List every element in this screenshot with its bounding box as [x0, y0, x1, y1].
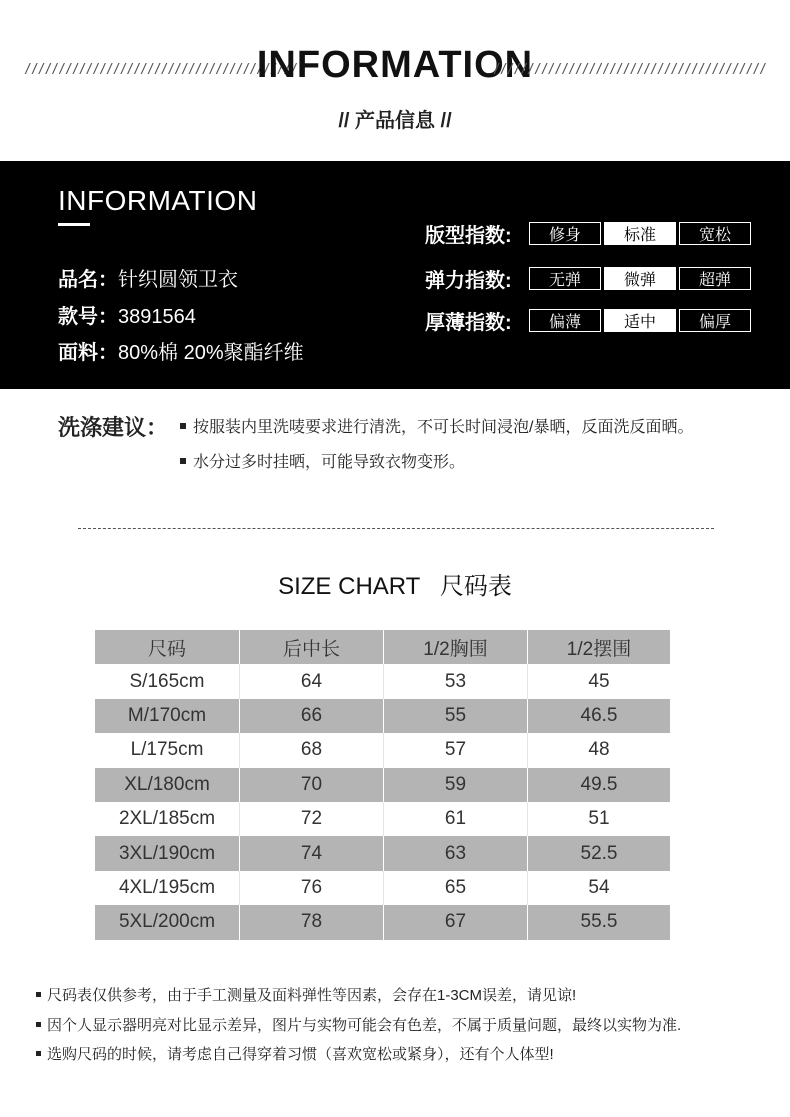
index-option: 无弹 [529, 267, 601, 290]
table-cell: 68 [239, 733, 383, 767]
table-cell: 46.5 [527, 699, 670, 733]
table-cell: 74 [239, 836, 383, 870]
table-cell: 52.5 [527, 836, 670, 870]
table-cell: 70 [239, 768, 383, 802]
column-header: 尺码 [95, 630, 239, 664]
index-row [425, 221, 754, 245]
product-name-value: 针织圆领卫衣 [118, 269, 238, 291]
table-row [95, 802, 670, 836]
note-text: 尺码表仅供参考，由于手工测量及面料弹性等因素，会存在1-3CM误差，请见谅! [47, 987, 577, 1004]
table-cell: 63 [383, 836, 527, 870]
table-cell: 57 [383, 733, 527, 767]
size-chart-title: SIZE CHART 尺码表 [278, 573, 512, 600]
wash-advice-item [180, 414, 693, 437]
table-cell: 54 [527, 871, 670, 905]
index-label: 弹力指数: [425, 269, 512, 292]
table-cell: L/175cm [130, 739, 204, 761]
product-code-label: 款号： [58, 306, 118, 328]
index-row [425, 266, 754, 290]
page-title: INFORMATION [256, 44, 534, 86]
decorative-slashes-left: //////////////////////////////////////// [24, 62, 298, 77]
index-label: 版型指数: [425, 224, 512, 247]
bullet-icon [180, 423, 186, 429]
column-header: 1/2摆围 [527, 630, 670, 664]
product-fabric-value: 80%棉 20%聚酯纤维 [118, 342, 304, 364]
product-code-line [58, 300, 196, 329]
table-row [95, 699, 670, 733]
table-cell: XL/180cm [95, 768, 239, 802]
index-option: 超弹 [679, 267, 751, 290]
column-header: 1/2胸围 [383, 630, 527, 664]
table-cell: 64 [239, 664, 383, 698]
product-info-band [0, 161, 790, 389]
table-cell: 55 [383, 699, 527, 733]
bullet-icon [36, 992, 41, 997]
size-chart-body [95, 664, 670, 939]
note-text: 因个人显示器明亮对比显示差异，图片与实物可能会有色差，不属于质量问题，最终以实物为准. [47, 1017, 682, 1034]
product-name-label: 品名： [58, 269, 118, 291]
column-header: 后中长 [239, 630, 383, 664]
table-cell: 59 [383, 768, 527, 802]
table-cell: 2XL/185cm [118, 808, 216, 830]
wash-advice-title: 洗涤建议： [58, 415, 169, 440]
table-row [95, 733, 670, 767]
table-row [95, 836, 670, 870]
index-option: 修身 [529, 222, 601, 245]
table-cell: 67 [383, 905, 527, 939]
table-cell: 4XL/195cm [118, 876, 216, 898]
table-cell: 66 [239, 699, 383, 733]
bullet-icon [180, 458, 186, 464]
note-item [36, 984, 576, 1005]
table-header-row [95, 630, 670, 664]
table-cell: 48 [527, 733, 670, 767]
product-fabric-line [58, 336, 304, 365]
table-cell: 72 [239, 802, 383, 836]
wash-advice-item [180, 449, 465, 472]
note-text: 选购尺码的时候，请考虑自己得穿着习惯（喜欢宽松或紧身），还有个人体型! [47, 1046, 554, 1063]
table-cell: 5XL/200cm [95, 905, 239, 939]
index-row [425, 308, 754, 332]
index-label: 厚薄指数: [425, 311, 512, 334]
bullet-icon [36, 1022, 41, 1027]
dashed-divider [78, 528, 714, 529]
note-item [36, 1014, 681, 1035]
size-chart-table [95, 630, 670, 940]
product-name-line [58, 263, 238, 292]
index-option: 微弹 [604, 267, 676, 290]
note-item [36, 1043, 554, 1064]
index-option: 偏厚 [679, 309, 751, 332]
info-band-title: INFORMATION [58, 185, 258, 216]
wash-advice-text: 按服装内里洗唛要求进行清洗，不可长时间浸泡/暴晒，反面洗反面晒。 [193, 419, 694, 436]
table-row [95, 905, 670, 939]
bullet-icon [36, 1051, 41, 1056]
index-option: 适中 [604, 309, 676, 332]
table-row [95, 871, 670, 905]
wash-advice-text: 水分过多时挂晒，可能导致衣物变形。 [193, 454, 466, 471]
table-cell: 45 [527, 664, 670, 698]
table-cell: 55.5 [527, 905, 670, 939]
index-option: 偏薄 [529, 309, 601, 332]
product-code-value: 3891564 [118, 306, 196, 328]
table-cell: 65 [383, 871, 527, 905]
table-cell: 51 [527, 802, 670, 836]
table-cell: M/170cm [95, 699, 239, 733]
decorative-slashes-right: //////////////////////////////////////// [492, 62, 766, 77]
table-cell: 61 [383, 802, 527, 836]
table-cell: 49.5 [527, 768, 670, 802]
index-option: 标准 [604, 222, 676, 245]
index-option: 宽松 [679, 222, 751, 245]
table-cell: 76 [239, 871, 383, 905]
table-row [95, 664, 670, 698]
page-subtitle: // 产品信息 // [338, 110, 452, 132]
title-underline [58, 223, 90, 226]
table-cell: 3XL/190cm [95, 836, 239, 870]
table-cell: 53 [383, 664, 527, 698]
product-fabric-label: 面料： [58, 342, 118, 364]
table-cell: 78 [239, 905, 383, 939]
table-row [95, 768, 670, 802]
table-cell: S/165cm [129, 670, 205, 692]
